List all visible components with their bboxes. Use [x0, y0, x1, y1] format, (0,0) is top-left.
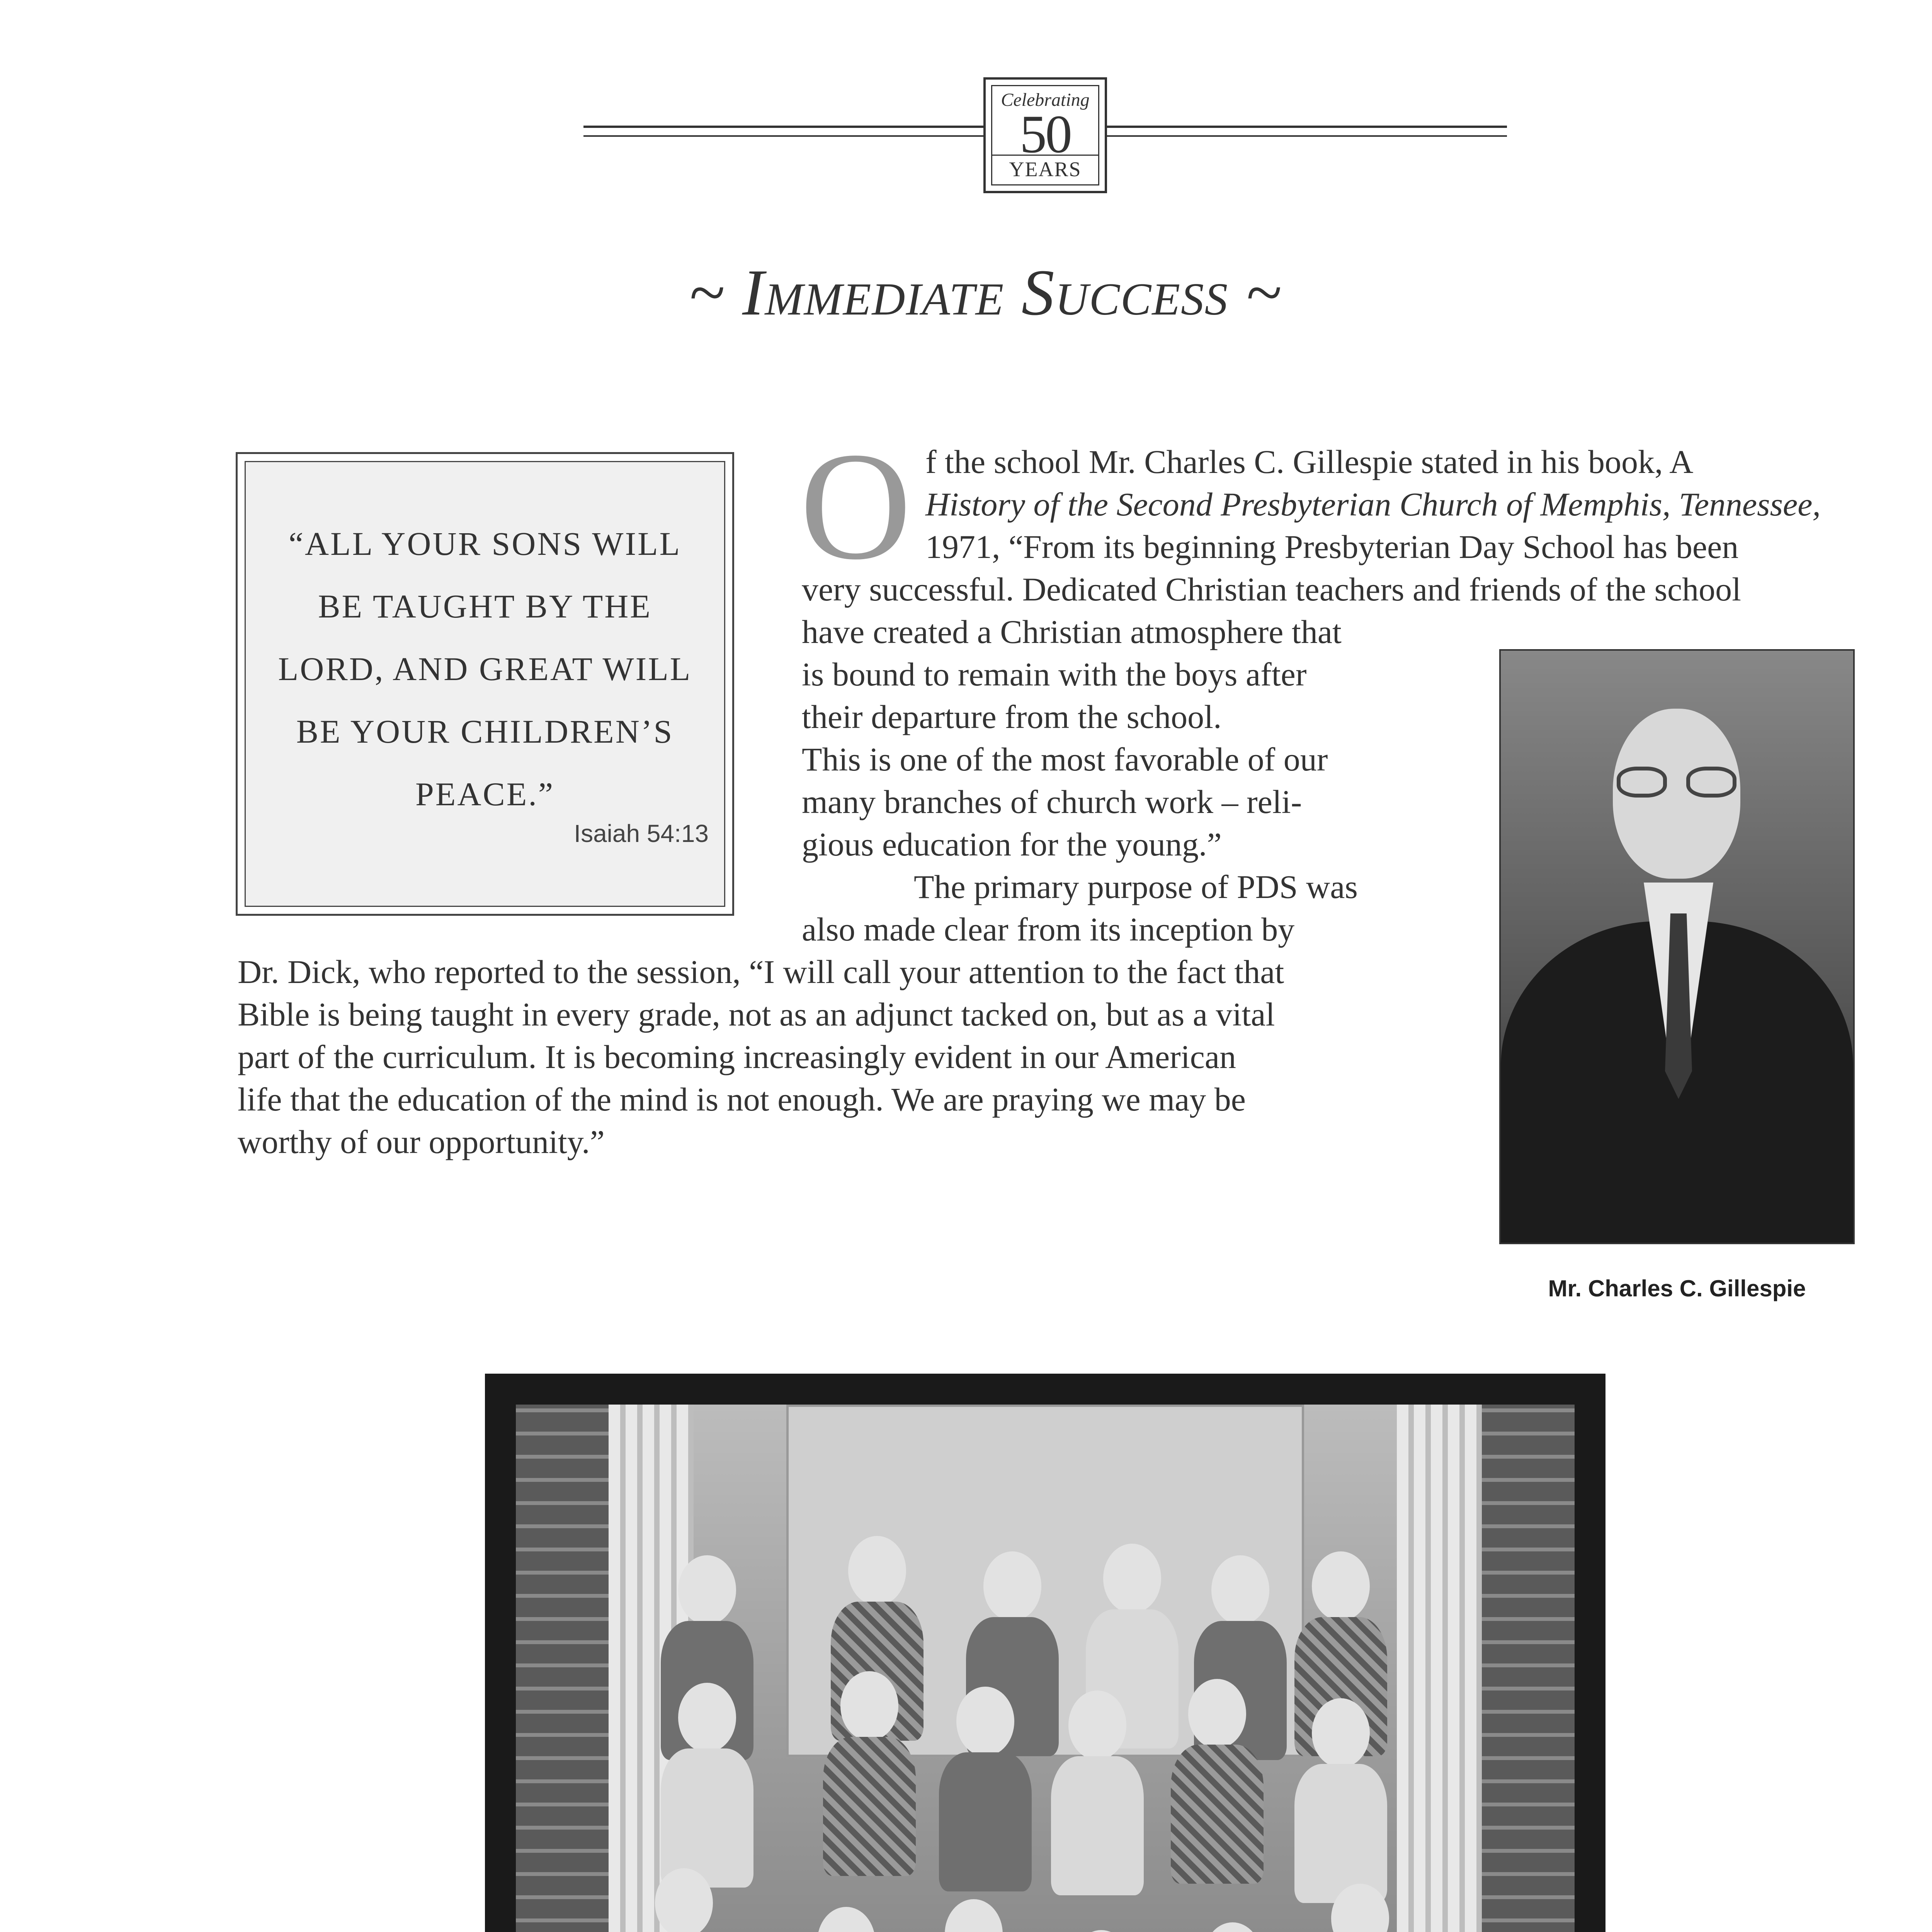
emblem-number: 50: [1020, 104, 1071, 164]
article-line: very successful. Dedicated Christian teachers and friends of the school: [802, 571, 1742, 608]
article-line: worthy of our opportunity.”: [238, 1123, 605, 1160]
photo-column-right: [1397, 1405, 1482, 1932]
scripture-line: PEACE.”: [415, 776, 555, 813]
article-line: have created a Christian atmosphere that: [802, 613, 1342, 650]
article-line: f the school Mr. Charles C. Gillespie stated in his book, A: [925, 443, 1694, 480]
article-line: part of the curriculum. It is becoming increasingly evident in our American: [238, 1038, 1236, 1075]
portrait-photo: [1499, 649, 1855, 1244]
class-photo-scene: [516, 1405, 1575, 1932]
scripture-line: BE TAUGHT BY THE: [318, 588, 652, 625]
scripture-line: BE YOUR CHILDREN’S: [296, 713, 674, 750]
article-line: also made clear from its inception by: [802, 911, 1295, 948]
page-title: ~ Immediate Success ~: [689, 256, 1282, 329]
scripture-reference: Isaiah 54:13: [574, 820, 709, 847]
emblem-bottom-text: YEARS: [992, 155, 1098, 181]
article-line: Bible is being taught in every grade, not as an adjunct tacked on, but as a vital: [238, 996, 1275, 1033]
article-line: 1971, “From its beginning Presbyterian Day School has been: [925, 528, 1739, 565]
article-line: History of the Second Presbyterian Church of Memphis, Tennessee,: [925, 486, 1821, 523]
drop-cap: O: [800, 420, 912, 592]
scripture-line: “ALL YOUR SONS WILL: [288, 525, 682, 562]
class-photo: [485, 1374, 1605, 1932]
article-line: many branches of church work – reli-: [802, 783, 1302, 820]
scripture-line: LORD, AND GREAT WILL: [278, 650, 692, 687]
article-line: gious education for the young.”: [802, 826, 1222, 863]
article-line: Dr. Dick, who reported to the session, “I will call your attention to the fact that: [238, 953, 1284, 990]
portrait-glasses: [1617, 767, 1736, 801]
article-line: is bound to remain with the boys after: [802, 656, 1307, 693]
article-line: life that the education of the mind is not enough. We are praying we may be: [238, 1081, 1246, 1118]
article-line: This is one of the most favorable of our: [802, 741, 1328, 778]
emblem-top-text: Celebrating: [1001, 90, 1090, 110]
article-line: The primary purpose of PDS was: [914, 868, 1358, 905]
article-line: their departure from the school.: [802, 698, 1222, 735]
portrait-caption: Mr. Charles C. Gillespie: [1548, 1276, 1806, 1301]
